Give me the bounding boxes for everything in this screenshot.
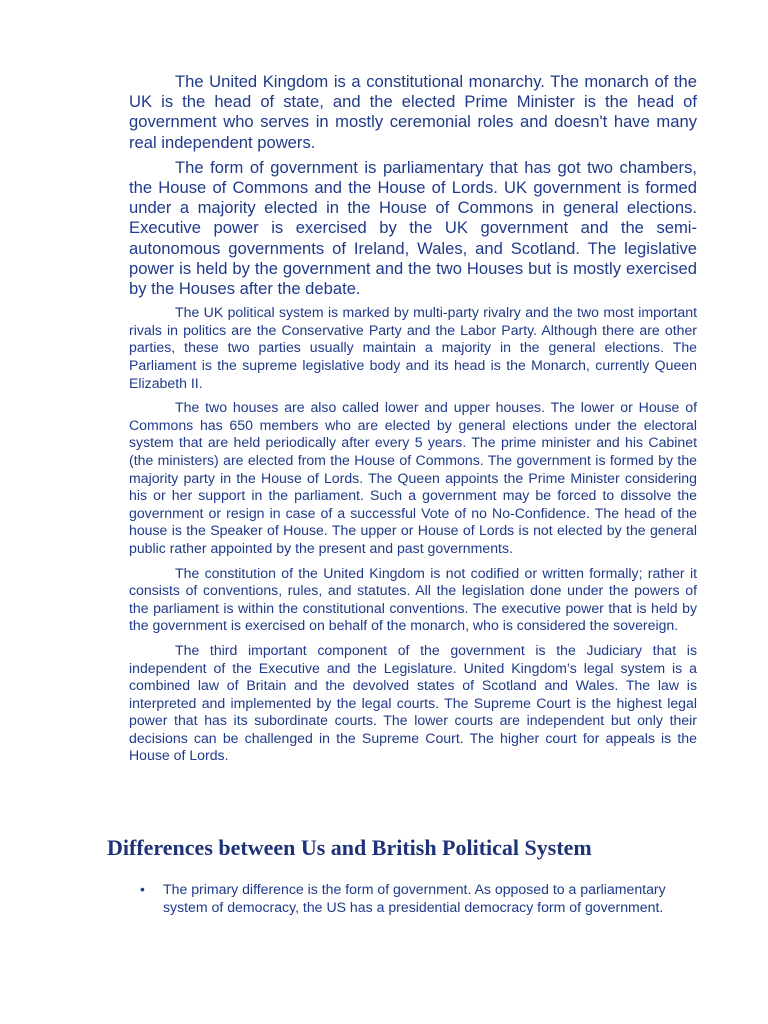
paragraph-constitutional-monarchy: The United Kingdom is a constitutional monarchy. The monarch of the UK is the head of state, and the elected Prime Minister is the head of government who serves in mostly ceremonial roles and doesn't have many real independent powers. xyxy=(129,72,697,152)
paragraph-two-houses: The two houses are also called lower and upper houses. The lower or House of Commons has 650 members who are elected by general elections under the electoral system that are held periodically after every 5 years. The prime minister and his Cabinet (the ministers) are elected from the House of Commons. The government is formed by the majority party in the House of Lords. The Queen appoints the Prime Minister considering his or her support in the parliament. Such a government may be forced to dissolve the government or resign in case of a successful Vote of no No-Confidence. The head of the house is the Speaker of House. The upper or House of Lords is not elected by the general public rather appointed by the present and past governments. xyxy=(129,399,697,556)
differences-list xyxy=(140,880,700,916)
paragraph-form-of-government: The form of government is parliamentary that has got two chambers, the House of Commons and the House of Lords. UK government is formed under a majority elected in the House of Commons in general elections. Executive power is exercised by the UK government and the semi-autonomous governments of Ireland, Wales, and Scotland. The legislative power is held by the government and the two Houses but is mostly exercised by the Houses after the debate. xyxy=(129,157,697,299)
paragraph-constitution: The constitution of the United Kingdom is not codified or written formally; rather it consists of conventions, rules, and statutes. All the legislation done under the powers of the parliament is within the constitutional conventions. The executive power that is held by the government is exercised on behalf of the monarch, who is considered the sovereign. xyxy=(129,564,697,634)
bullet-icon: • xyxy=(140,881,145,897)
list-item-text: The primary difference is the form of government. As opposed to a parliamentary system of democracy, the US has a presidential democracy form of government. xyxy=(163,881,666,915)
paragraph-political-system: The UK political system is marked by multi-party rivalry and the two most important rivals in politics are the Conservative Party and the Labor Party. Although there are other parties, these two parties usually maintain a majority in the general elections. The Parliament is the supreme legislative body and its head is the Monarch, currently Queen Elizabeth II. xyxy=(129,304,697,391)
list-item xyxy=(140,880,700,916)
paragraph-judiciary: The third important component of the government is the Judiciary that is independent of the Executive and the Legislature. United Kingdom’s legal system is a combined law of Britain and the devolved states of Scotland and Wales. The law is interpreted and implemented by the legal courts. The Supreme Court is the highest legal power that has its subordinate courts. The lower courts are independent but only their decisions can be challenged in the Supreme Court. The higher court for appeals is the House of Lords. xyxy=(129,641,697,764)
section-heading: Differences between Us and British Political System xyxy=(107,835,592,860)
document-body xyxy=(129,72,697,772)
